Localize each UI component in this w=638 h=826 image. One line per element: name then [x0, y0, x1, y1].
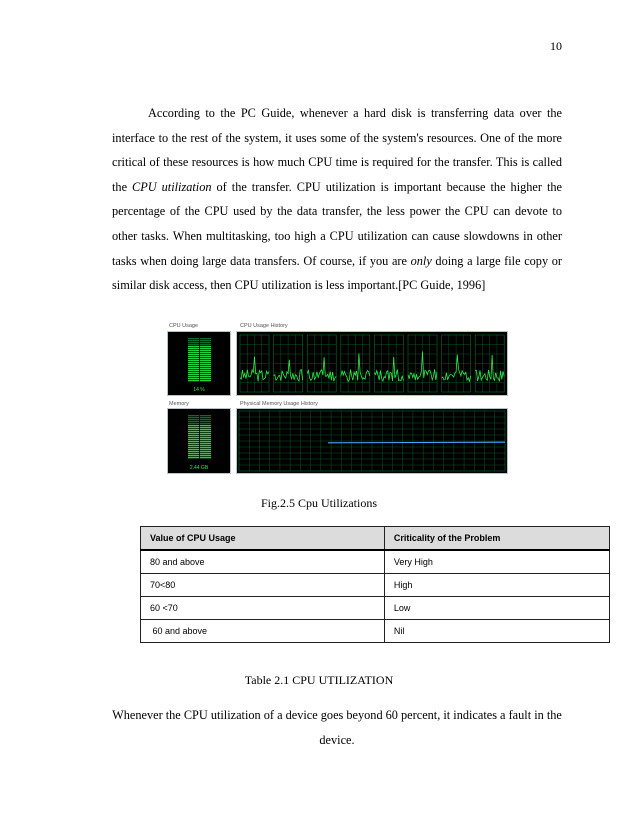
table-row — [141, 597, 610, 620]
cpu-history-panel — [236, 331, 508, 396]
cpu-meter-segment — [200, 342, 211, 343]
cpu-meter-segment — [188, 376, 199, 377]
memory-meter-segment — [188, 433, 199, 434]
memory-meter-segment — [200, 417, 211, 418]
table-cell: High — [384, 574, 609, 597]
memory-meter-segment — [200, 427, 211, 428]
memory-meter-segment — [200, 415, 211, 416]
memory-meter-segment — [188, 439, 199, 440]
memory-meter — [168, 409, 230, 473]
memory-meter-segment — [200, 441, 211, 442]
cpu-meter-segment — [200, 372, 211, 373]
cpu-meter-segment — [200, 358, 211, 359]
cpu-meter-segment — [188, 370, 199, 371]
cpu-meter-segment — [200, 346, 211, 347]
cpu-meter-segment — [188, 348, 199, 349]
cpu-usage-meter — [168, 332, 230, 395]
cpu-meter-segment — [200, 362, 211, 363]
cpu-meter-segment — [200, 368, 211, 369]
cpu-meter-segment — [200, 344, 211, 345]
memory-meter-segment — [200, 443, 211, 444]
memory-meter-segment — [188, 453, 199, 454]
memory-meter-segment — [188, 419, 199, 420]
memory-meter-segment — [200, 421, 211, 422]
cpu-meter-segment — [200, 360, 211, 361]
cpu-meter-segment — [188, 366, 199, 367]
table-row — [141, 620, 610, 643]
body-paragraph — [112, 101, 562, 298]
cpu-meter-segment — [188, 358, 199, 359]
memory-meter-segment — [188, 445, 199, 446]
cpu-meter-segment — [188, 338, 199, 339]
memory-meter-segment — [188, 437, 199, 438]
memory-meter-segment — [188, 423, 199, 424]
memory-meter-segment — [188, 431, 199, 432]
task-manager-figure — [163, 322, 508, 476]
memory-meter-segment — [188, 441, 199, 442]
memory-meter-segment — [200, 447, 211, 448]
cpu-meter-segment — [188, 380, 199, 381]
memory-meter-segment — [188, 427, 199, 428]
page-number: 10 — [550, 39, 562, 53]
memory-meter-segment — [200, 445, 211, 446]
cpu-meter-segment — [200, 356, 211, 357]
memory-meter-segment — [188, 415, 199, 416]
cpu-meter-segment — [188, 362, 199, 363]
cpu-meter-segment — [188, 346, 199, 347]
closing-paragraph: Whenever the CPU utilization of a device goes beyond 60 percent, it indicates a fault in the device. — [112, 708, 562, 747]
memory-meter-segment — [188, 457, 199, 458]
memory-panel — [167, 408, 231, 474]
memory-meter-segment — [188, 435, 199, 436]
memory-meter-segment — [200, 433, 211, 434]
memory-meter-segment — [200, 435, 211, 436]
cpu-meter-segment — [188, 344, 199, 345]
memory-meter-segment — [200, 453, 211, 454]
cpu-usage-panel — [167, 331, 231, 396]
memory-meter-segment — [188, 447, 199, 448]
memory-meter-segment — [200, 423, 211, 424]
cpu-meter-segment — [188, 350, 199, 351]
table-cell: Nil — [384, 620, 609, 643]
paragraph-text-2: of the transfer. CPU utilization is important because the higher the percentage of the CPU used by the data transfer, the less power the CPU can devote to other tasks. When multitasking, too high a CPU utilization can cause slowdowns in other tasks when doing large data transfers. Of course, if you are — [112, 179, 562, 268]
memory-meter-segment — [200, 457, 211, 458]
memory-history-graph — [237, 409, 507, 473]
memory-meter-segment — [188, 455, 199, 456]
cpu-meter-segment — [188, 342, 199, 343]
memory-meter-segment — [188, 421, 199, 422]
cpu-meter-segment — [188, 340, 199, 341]
emphasis-cpu-utilization: CPU utilization — [132, 179, 212, 194]
cpu-meter-segment — [188, 368, 199, 369]
table-cell: 80 and above — [141, 550, 385, 574]
memory-usage-trace — [328, 442, 505, 443]
cpu-usage-value: 14 % — [193, 387, 205, 393]
cpu-meter-segment — [188, 378, 199, 379]
memory-meter-segment — [200, 439, 211, 440]
cpu-meter-segment — [200, 378, 211, 379]
column-header: Criticality of the Problem — [384, 527, 609, 551]
table-caption: Table 2.1 CPU UTILIZATION — [244, 673, 394, 687]
memory-meter-segment — [188, 451, 199, 452]
memory-meter-segment — [200, 429, 211, 430]
cpu-meter-segment — [200, 380, 211, 381]
table-cell: 60 <70 — [141, 597, 385, 620]
memory-meter-segment — [200, 451, 211, 452]
memory-meter-segment — [200, 419, 211, 420]
cpu-meter-segment — [188, 356, 199, 357]
cpu-meter-segment — [188, 360, 199, 361]
cpu-history-label: CPU Usage History — [240, 323, 288, 329]
memory-meter-segment — [200, 449, 211, 450]
cpu-meter-segment — [200, 364, 211, 365]
memory-meter-segment — [200, 455, 211, 456]
memory-meter-segment — [188, 425, 199, 426]
cpu-usage-label: CPU Usage — [169, 323, 199, 329]
cpu-meter-segment — [200, 348, 211, 349]
memory-meter-segment — [188, 443, 199, 444]
cpu-meter-segment — [188, 354, 199, 355]
cpu-meter-segment — [188, 352, 199, 353]
memory-history-label: Physical Memory Usage History — [240, 401, 318, 407]
cpu-meter-segment — [188, 372, 199, 373]
table-cell: 60 and above — [141, 620, 385, 643]
cpu-meter-segment — [200, 340, 211, 341]
cpu-meter-segment — [200, 370, 211, 371]
cpu-history-graphs — [237, 332, 507, 395]
cpu-meter-segment — [188, 374, 199, 375]
column-header: Value of CPU Usage — [141, 527, 385, 551]
paragraph-text-1: According to the PC Guide, whenever a hard disk is transferring data over the interface to the rest of the system, it uses some of the system's resources. One of the more critical of these resources is how much CPU time is required for the transfer. This is called the — [112, 106, 562, 194]
memory-value: 2.44 GB — [189, 465, 209, 471]
table-row — [141, 574, 610, 597]
emphasis-only: only — [410, 253, 432, 268]
memory-meter-segment — [200, 431, 211, 432]
table-cell: 70<80 — [141, 574, 385, 597]
cpu-criticality-table — [140, 526, 610, 643]
cpu-meter-segment — [200, 376, 211, 377]
memory-meter-segment — [188, 429, 199, 430]
table-row — [141, 550, 610, 574]
figure-caption: Fig.2.5 Cpu Utilizations — [260, 496, 377, 510]
cpu-meter-segment — [200, 350, 211, 351]
memory-meter-segment — [200, 437, 211, 438]
table-cell: Very High — [384, 550, 609, 574]
cpu-meter-segment — [188, 364, 199, 365]
memory-meter-segment — [188, 417, 199, 418]
paragraph-text-3: doing a large file copy or similar disk access, then CPU utilization is less important.[PC Guide, 1996] — [112, 253, 562, 293]
memory-meter-segment — [188, 449, 199, 450]
memory-label: Memory — [169, 401, 189, 407]
memory-history-panel — [236, 408, 508, 474]
cpu-meter-segment — [200, 352, 211, 353]
table-cell: Low — [384, 597, 609, 620]
cpu-meter-segment — [200, 374, 211, 375]
cpu-meter-segment — [200, 354, 211, 355]
table-header-row — [141, 527, 610, 551]
memory-meter-segment — [200, 425, 211, 426]
cpu-meter-segment — [200, 338, 211, 339]
cpu-meter-segment — [200, 366, 211, 367]
